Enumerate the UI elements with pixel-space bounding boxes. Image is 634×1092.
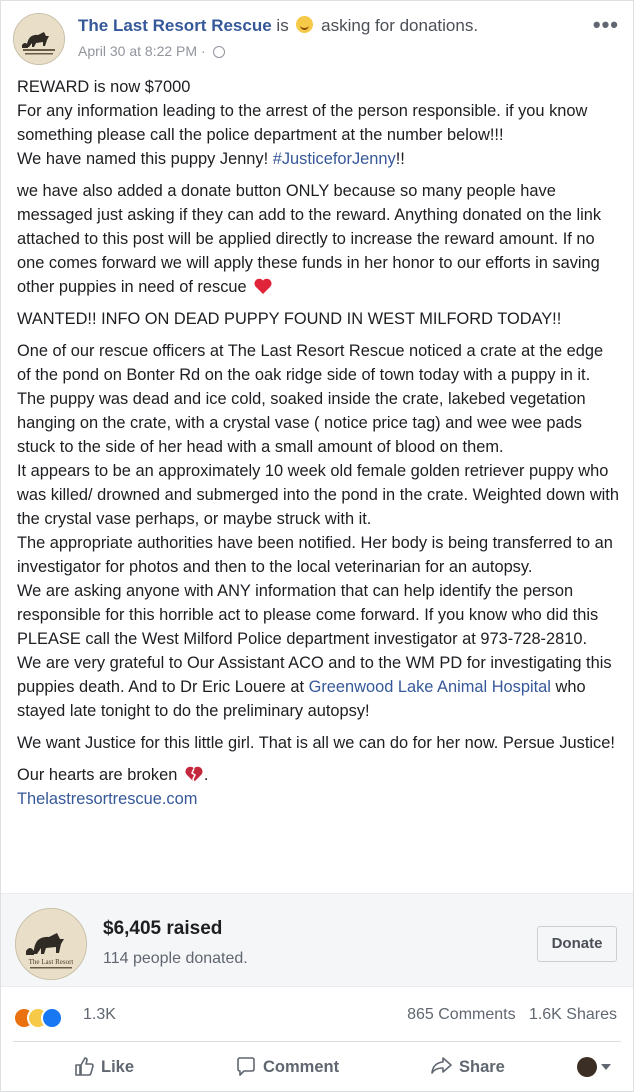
story-part-3: The appropriate authorities have been notified. Her body is being transferred to an investigator for photos and then to the local veterinarian for an autopsy.: [17, 534, 613, 576]
share-count[interactable]: 1.6K Shares: [528, 1006, 617, 1023]
smiley-emoji-icon: [296, 16, 313, 33]
like-reaction-icon: [41, 1007, 63, 1029]
comment-count[interactable]: 865 Comments: [407, 1006, 516, 1023]
post-body: [17, 75, 621, 819]
story-part-5-end: who stayed late tonight to do the preliminary autopsy!: [17, 678, 586, 720]
hearts-broken-text: Our hearts are broken: [17, 766, 178, 784]
hashtag-link[interactable]: #JusticeforJenny: [272, 150, 396, 168]
named-line: We have named this puppy Jenny!: [17, 150, 273, 168]
post-stats: [13, 1005, 617, 1029]
broken-heart-icon: [184, 765, 204, 783]
named-line-end: !!: [395, 150, 405, 168]
story-part-5: We are very grateful to Our Assistant ACO and to the WM PD for investigating this puppies death. And to Dr Eric Louere at: [17, 654, 612, 696]
donor-count: 114 people donated.: [103, 950, 248, 967]
thumbs-up-icon: [73, 1055, 95, 1077]
paragraph-closing: [17, 763, 621, 811]
like-button[interactable]: [73, 1055, 134, 1077]
action-bar: [1, 1049, 633, 1089]
page-name-link[interactable]: The Last Resort Rescue: [78, 16, 272, 35]
hospital-link[interactable]: Greenwood Lake Animal Hospital: [308, 678, 551, 696]
comment-label: Comment: [263, 1058, 340, 1076]
paragraph-justice: We want Justice for this little girl. That is all we can do for her now. Persue Justice!: [17, 734, 615, 752]
story-part-2: It appears to be an approximately 10 week old female golden retriever puppy who was killed/ drowned and submerged into the pond in the crate. Weighted down with the crystal vase perhaps, or maybe struck with it.: [17, 462, 619, 528]
more-options-icon[interactable]: •••: [592, 12, 619, 37]
reaction-count[interactable]: 1.3K: [83, 1006, 116, 1023]
fundraiser-bar: [1, 893, 633, 987]
activity-text: asking for donations.: [321, 16, 479, 35]
share-button[interactable]: [429, 1055, 505, 1077]
share-label: Share: [459, 1058, 505, 1076]
info-line: For any information leading to the arrest of the person responsible. if you know something please call the police department at the number below!!!: [17, 102, 588, 144]
website-link[interactable]: Thelastresortrescue.com: [17, 790, 198, 808]
paragraph-story: [17, 339, 621, 723]
donate-button[interactable]: Donate: [537, 926, 617, 962]
logo-text: The Last Resort: [28, 958, 74, 966]
amount-raised: $6,405 raised: [103, 918, 223, 939]
fundraiser-avatar[interactable]: [15, 908, 87, 980]
horse-logo-icon: [16, 909, 86, 979]
post-timestamp[interactable]: April 30 at 8:22 PM: [78, 43, 198, 59]
page-avatar[interactable]: [13, 13, 65, 65]
post-title-line: [78, 16, 478, 36]
paragraph-reward: [17, 75, 621, 171]
horse-logo-icon: [14, 14, 64, 64]
story-part-4: We are asking anyone with ANY information that can help identify the person responsible for this horrible act to please come forward. If you know who did this PLEASE call the West Milford Police department investigator at 973-728-2810.: [17, 582, 599, 648]
post-header: [13, 11, 621, 67]
timestamp-line: [78, 43, 225, 59]
profile-avatar: [577, 1057, 597, 1077]
reward-line: REWARD is now $7000: [17, 78, 191, 96]
red-heart-icon: [253, 277, 273, 295]
globe-icon[interactable]: [213, 46, 225, 58]
comment-bubble-icon: [235, 1055, 257, 1077]
donate-note-text: we have also added a donate button ONLY because so many people have messaged just asking if they can add to the reward. Anything donated on the link attached to this post will be applied directly to increase the reward amount. If no one comes forward we will apply these funds in her honor to our efforts in saving other puppies in need of rescue: [17, 182, 602, 296]
paragraph-wanted: WANTED!! INFO ON DEAD PUPPY FOUND IN WEST MILFORD TODAY!!: [17, 310, 562, 328]
chevron-down-icon: [601, 1064, 611, 1070]
separator-dot: ·: [200, 43, 206, 59]
engagement-counts: [407, 1006, 617, 1024]
comment-button[interactable]: [235, 1055, 339, 1077]
share-arrow-icon: [429, 1055, 453, 1077]
story-part-1: One of our rescue officers at The Last Resort Rescue noticed a crate at the edge of the pond on Bonter Rd on the oak ridge side of town today with a puppy in it. The puppy was dead and ice cold, soaked inside the crate, lakebed vegetation hanging on the crate, with a crystal vase ( notice price tag) and wee wee pads stuck to the side of her head with a small amount of blood on them.: [17, 342, 604, 456]
choose-identity-button[interactable]: [577, 1057, 611, 1077]
like-label: Like: [101, 1058, 135, 1076]
is-text: is: [276, 16, 289, 35]
action-divider: [13, 1041, 621, 1042]
paragraph-donate-note: [17, 179, 621, 299]
closing-period: .: [203, 766, 209, 784]
